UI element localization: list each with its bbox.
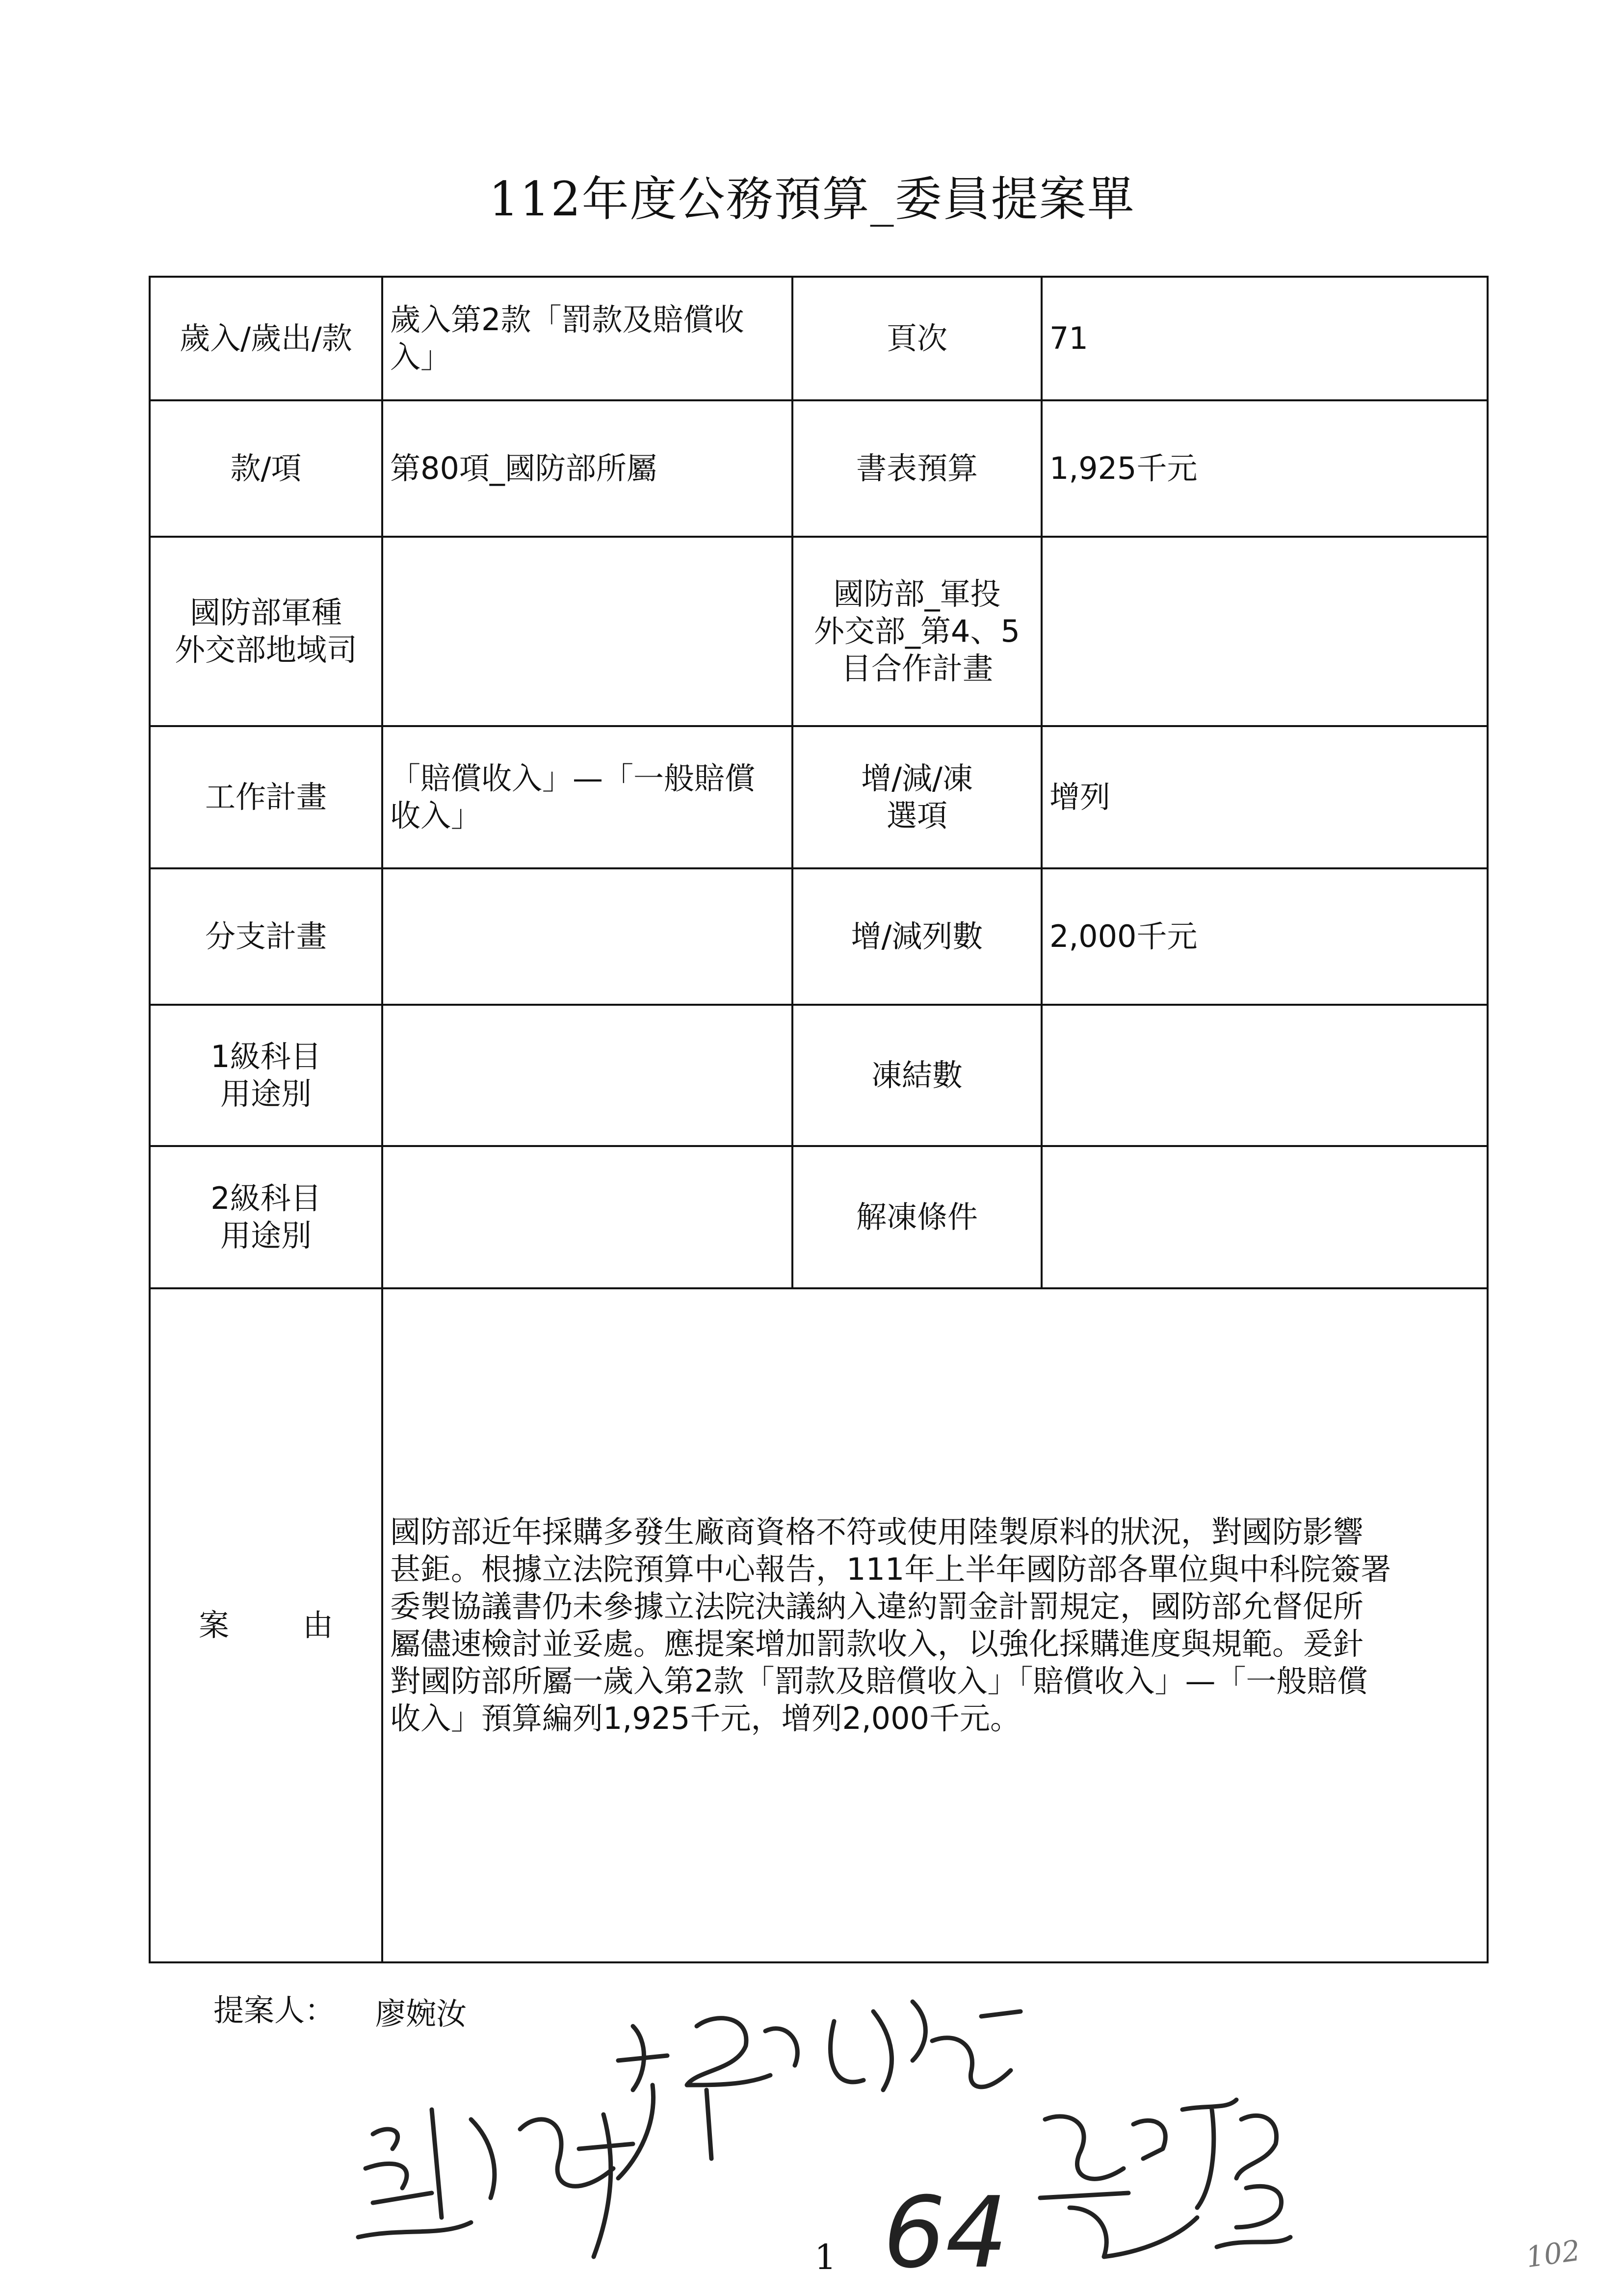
field-label: 解凍條件 — [792, 1146, 1042, 1288]
reason-line: 委製協議書仍未參據立法院決議納入違約罰金計罰規定，國防部允督促所 — [390, 1589, 1364, 1624]
handwritten-number: 64 — [883, 2176, 1008, 2290]
reason-line: 收入」預算編列1,925千元，增列2,000千元。 — [390, 1700, 1021, 1736]
field-label: 書表預算 — [792, 400, 1042, 537]
field-label: 頁次 — [792, 277, 1042, 400]
field-label: 工作計畫 — [150, 726, 382, 868]
corner-stamp: 102 — [1523, 2233, 1582, 2274]
field-label: 分支計畫 — [150, 868, 382, 1005]
field-label: 歲入/歲出/款 — [150, 277, 382, 400]
field-label: 增/減列數 — [792, 868, 1042, 1005]
field-value: 2,000千元 — [1042, 868, 1488, 1005]
field-value: 增列 — [1042, 726, 1488, 868]
field-label: 1級科目 用途別 — [150, 1005, 382, 1146]
field-label: 增/減/凍 選項 — [792, 726, 1042, 868]
page-number: 1 — [814, 2237, 837, 2277]
signature-3 — [1040, 2100, 1290, 2257]
reason-line: 屬儘速檢討並妥處。應提案增加罰款收入，以強化採購進度與規範。爰針 — [390, 1626, 1364, 1662]
signature-1 — [358, 2110, 633, 2257]
reason-label: 案 由 — [150, 1288, 382, 1962]
field-label: 國防部軍種 外交部地域司 — [150, 537, 382, 726]
reason-line: 對國防部所屬一歲入第2款「罰款及賠償收入」「賠償收入」—「一般賠償 — [390, 1663, 1368, 1699]
field-label: 2級科目 用途別 — [150, 1146, 382, 1288]
signature-2 — [618, 2002, 1021, 2178]
reason-line: 國防部近年採購多發生廠商資格不符或使用陸製原料的狀況，對國防影響 — [390, 1514, 1364, 1550]
reason-line: 甚鉅。根據立法院預算中心報告，111年上半年國防部各單位與中科院簽署 — [390, 1551, 1391, 1587]
field-value: 1,925千元 — [1042, 400, 1488, 537]
field-value: 第80項_國防部所屬 — [382, 400, 792, 537]
field-label: 國防部_軍投 外交部_第4、5 目合作計畫 — [792, 537, 1042, 726]
proposer-name: 廖婉汝 — [375, 1996, 467, 2032]
field-value: 歲入第2款「罰款及賠償收入」 — [382, 277, 792, 400]
field-value: 71 — [1042, 277, 1488, 400]
form-title: 112年度公務預算_委員提案單 — [489, 172, 1135, 227]
field-label: 凍結數 — [792, 1005, 1042, 1146]
field-value: 「賠償收入」—「一般賠償收入」 — [382, 726, 792, 868]
field-label: 款/項 — [150, 400, 382, 537]
proposer-label: 提案人： — [213, 1992, 336, 2028]
